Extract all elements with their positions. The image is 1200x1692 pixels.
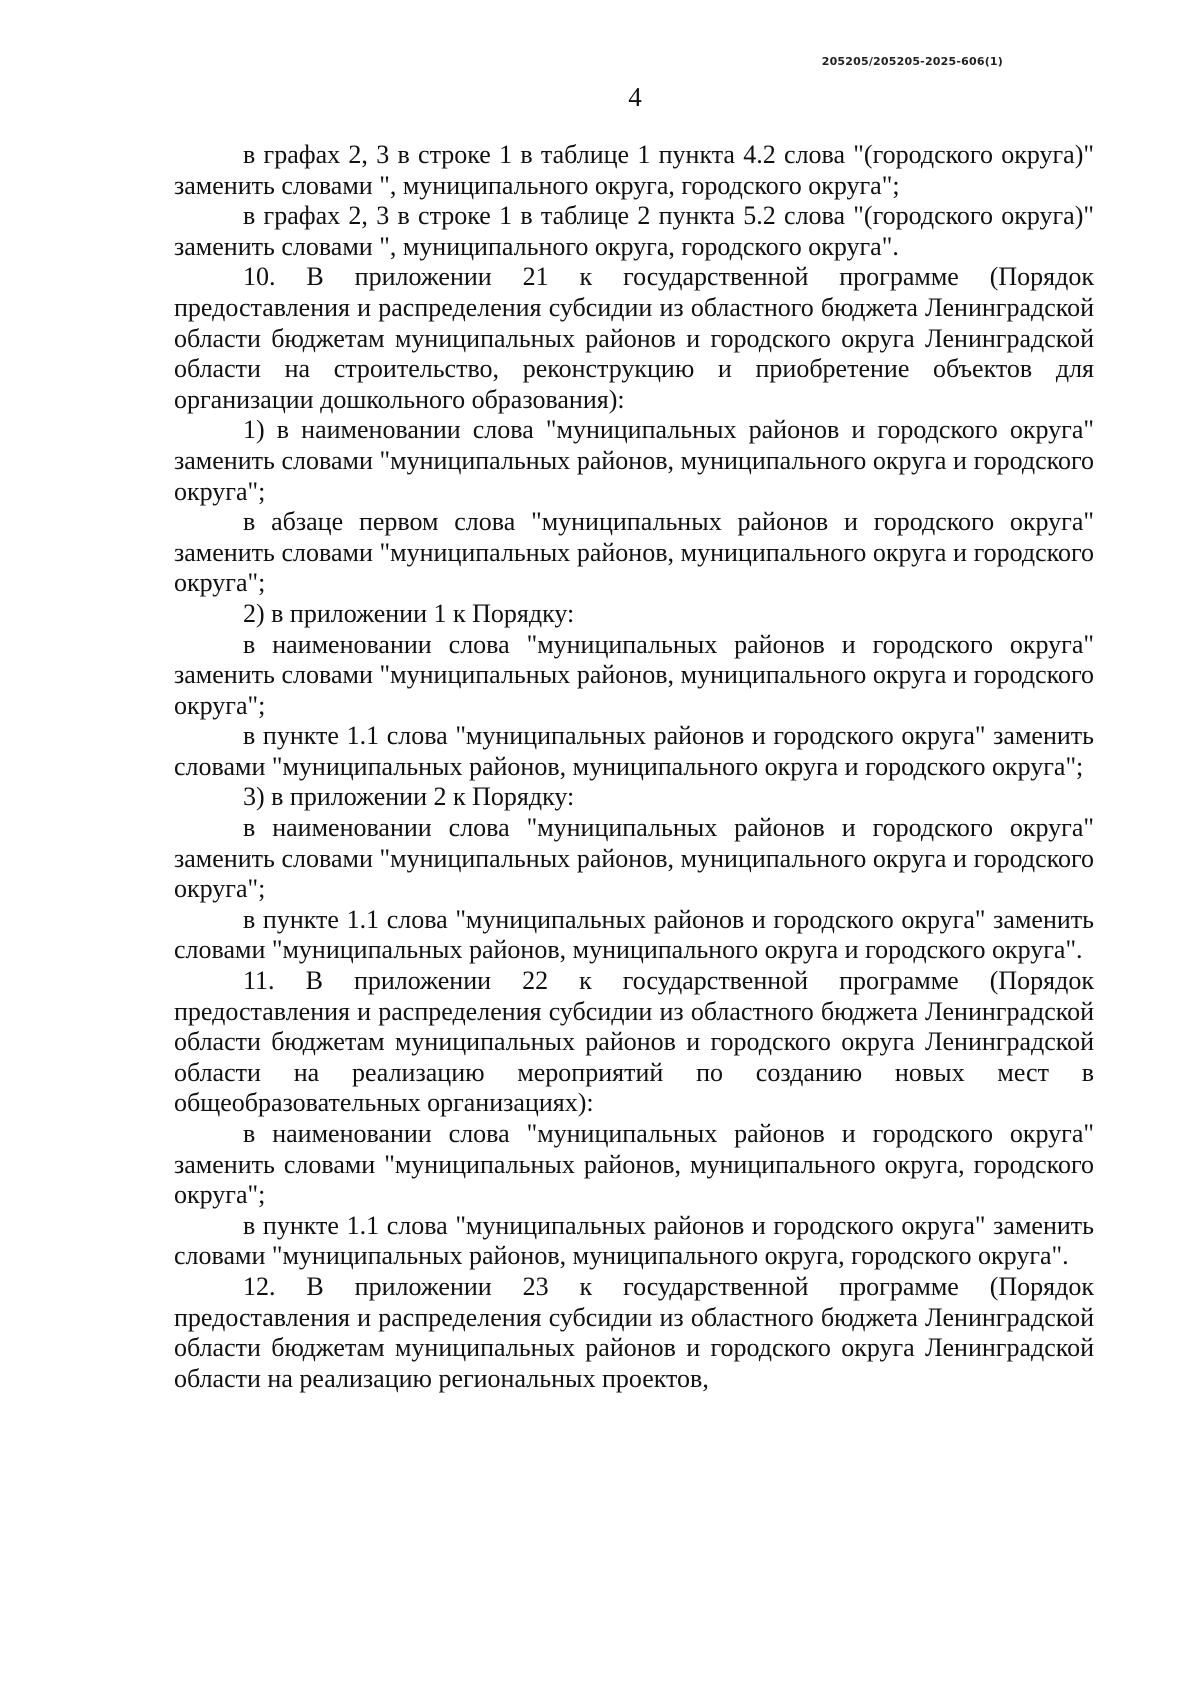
document-number: 205205/205205-2025-606(1) <box>821 55 1003 68</box>
paragraph: 2) в приложении 1 к Порядку: <box>243 598 575 628</box>
paragraph: 10. В приложении 21 к государственной программе (Порядок предоставления и распределения субсидии из областного бюджета Ленинградской области бюджетам муниципальных районов и городского округа Ленинградской области на строительство, реконструкцию и приобретение объектов для организации дошкольного образования): <box>174 262 1094 414</box>
paragraph: в пункте 1.1 слова "муниципальных районов и городского округа" заменить словами "муниципальных районов, муниципального округа и городского округа"; <box>174 721 1094 781</box>
paragraph: 12. В приложении 23 к государственной программе (Порядок предоставления и распределения субсидии из областного бюджета Ленинградской области бюджетам муниципальных районов и городского округа Ленинградской области на реализацию региональных проектов, <box>174 1271 1094 1393</box>
paragraph: в наименовании слова "муниципальных районов и городского округа" заменить словами "муниципальных районов, муниципального округа, городского округа"; <box>174 1119 1094 1210</box>
paragraph: 3) в приложении 2 к Порядку: <box>243 782 575 812</box>
paragraph: в наименовании слова "муниципальных районов и городского округа" заменить словами "муниципальных районов, муниципального округа и городского округа"; <box>174 629 1094 720</box>
paragraph: в наименовании слова "муниципальных районов и городского округа" заменить словами "муниципальных районов, муниципального округа и городского округа"; <box>174 813 1094 904</box>
paragraph: в графах 2, 3 в строке 1 в таблице 2 пункта 5.2 слова "(городского округа)" заменить словами ", муниципального округа, городского округа". <box>174 201 1094 261</box>
paragraph: в абзаце первом слова "муниципальных районов и городского округа" заменить словами "муниципальных районов, муниципального округа и городского округа"; <box>174 507 1094 598</box>
document-body <box>174 140 1094 1394</box>
paragraph: 11. В приложении 22 к государственной программе (Порядок предоставления и распределения субсидии из областного бюджета Ленинградской области бюджетам муниципальных районов и городского округа Ленинградской области на реализацию мероприятий по созданию новых мест в общеобразовательных организациях): <box>174 966 1094 1118</box>
paragraph: в графах 2, 3 в строке 1 в таблице 1 пункта 4.2 слова "(городского округа)" заменить словами ", муниципального округа, городского округа"; <box>174 140 1094 200</box>
page-number: 4 <box>628 82 642 112</box>
paragraph: 1) в наименовании слова "муниципальных районов и городского округа" заменить словами "муниципальных районов, муниципального округа и городского округа"; <box>174 415 1094 506</box>
paragraph: в пункте 1.1 слова "муниципальных районов и городского округа" заменить словами "муниципальных районов, муниципального округа, городского округа". <box>174 1210 1094 1271</box>
paragraph: в пункте 1.1 слова "муниципальных районов и городского округа" заменить словами "муниципальных районов, муниципального округа и городского округа". <box>174 904 1094 965</box>
